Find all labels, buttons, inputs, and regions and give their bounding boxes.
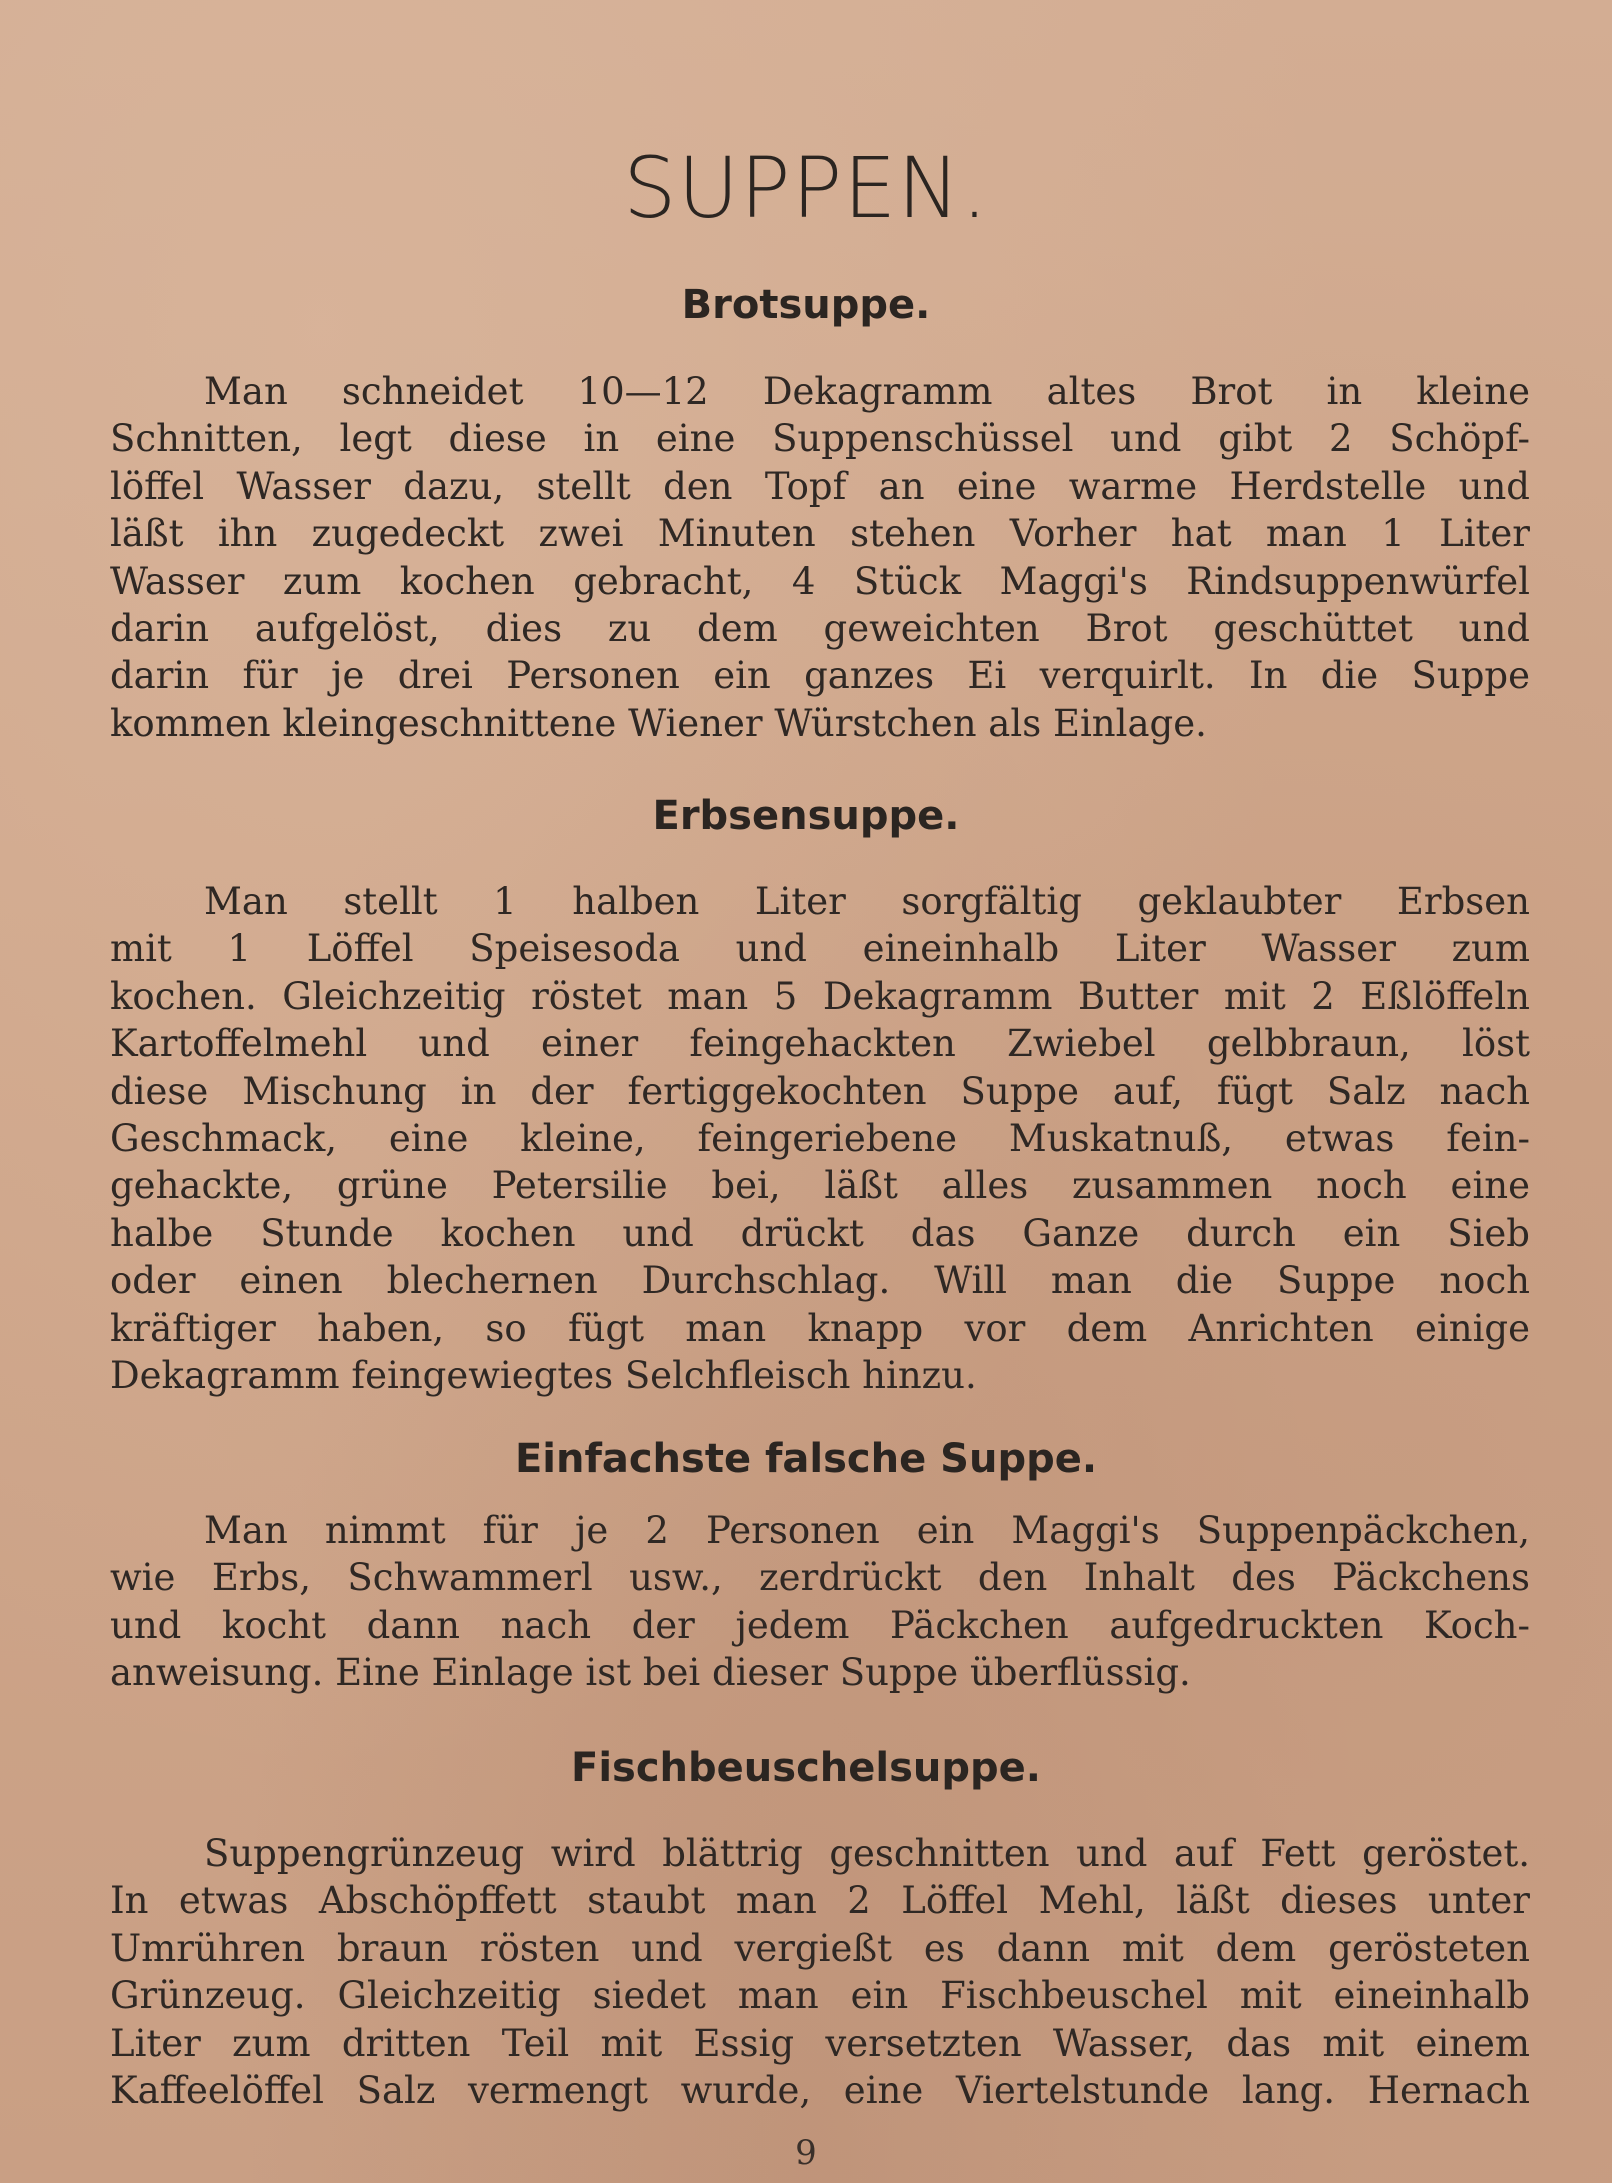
text-line: anweisung. Eine Einlage ist bei dieser Suppe überflüssig. (110, 1651, 1191, 1695)
text-line: In etwas Abschöpffett staubt man 2 Löffel Mehl, läßt dieses unter (110, 1879, 1530, 1923)
text-line: halbe Stunde kochen und drückt das Ganze durch ein Sieb (110, 1211, 1530, 1255)
text-line: Geschmack, eine kleine, feingeriebene Muskatnuß, etwas fein- (110, 1117, 1530, 1161)
text-line: oder einen blechernen Durchschlag. Will man die Suppe noch (110, 1259, 1530, 1303)
section-body-fischbeuschelsuppe (110, 1830, 1530, 2114)
text-line: gehackte, grüne Petersilie bei, läßt alles zusammen noch eine (110, 1164, 1530, 1208)
text-line: diese Mischung in der fertiggekochten Suppe auf, fügt Salz nach (110, 1069, 1530, 1113)
text-line: Man nimmt für je 2 Personen ein Maggi's Suppenpäckchen, (204, 1509, 1530, 1552)
text-line: Man schneidet 10—12 Dekagramm altes Brot in kleine (204, 370, 1530, 413)
text-line: löffel Wasser dazu, stellt den Topf an eine warme Herdstelle und (110, 464, 1530, 508)
text-line: Kartoffelmehl und einer feingehackten Zwiebel gelbbraun, löst (110, 1022, 1530, 1066)
text-line: Suppengrünzeug wird blättrig geschnitten und auf Fett geröstet. (204, 1832, 1530, 1875)
text-line: wie Erbs, Schwammerl usw., zerdrückt den Inhalt des Päckchens (110, 1556, 1530, 1600)
text-line: Wasser zum kochen gebracht, 4 Stück Maggi's Rindsuppenwürfel (110, 559, 1530, 603)
text-line: Liter zum dritten Teil mit Essig versetzten Wasser, das mit einem (110, 2021, 1530, 2065)
text-line: kochen. Gleichzeitig röstet man 5 Dekagramm Butter mit 2 Eßlöffeln (110, 974, 1530, 1018)
text-line: Dekagramm feingewiegtes Selchfleisch hinzu. (110, 1354, 977, 1398)
section-body-einfachste-falsche-suppe (110, 1507, 1530, 1697)
text-line: läßt ihn zugedeckt zwei Minuten stehen Vorher hat man 1 Liter (110, 512, 1530, 556)
page-title: SUPPEN. (623, 139, 989, 237)
text-line: mit 1 Löffel Speisesoda und eineinhalb Liter Wasser zum (110, 927, 1530, 971)
section-body-brotsuppe (110, 368, 1530, 747)
text-line: Schnitten, legt diese in eine Suppenschüssel und gibt 2 Schöpf- (110, 417, 1530, 461)
text-line: Man stellt 1 halben Liter sorgfältig geklaubter Erbsen (204, 880, 1530, 923)
text-line: darin für je drei Personen ein ganzes Ei verquirlt. In die Suppe (110, 654, 1530, 698)
section-heading-einfachste-falsche-suppe: Einfachste falsche Suppe. (514, 1436, 1098, 1482)
section-body-erbsensuppe (110, 878, 1530, 1399)
text-line: kommen kleingeschnittene Wiener Würstchen als Einlage. (110, 701, 1207, 745)
text-line: Kaffeelöffel Salz vermengt wurde, eine Viertelstunde lang. Hernach (110, 2069, 1530, 2113)
text-line: und kocht dann nach der jedem Päckchen aufgedruckten Koch- (110, 1603, 1530, 1647)
text-line: Grünzeug. Gleichzeitig siedet man ein Fischbeuschel mit eineinhalb (110, 1974, 1530, 2018)
section-heading-fischbeuschelsuppe: Fischbeuschelsuppe. (571, 1745, 1041, 1791)
page-number: 9 (795, 2133, 817, 2173)
text-line: darin aufgelöst, dies zu dem geweichten Brot geschüttet und (110, 607, 1530, 651)
section-heading-brotsuppe: Brotsuppe. (681, 282, 931, 328)
section-heading-erbsensuppe: Erbsensuppe. (652, 793, 960, 839)
text-line: kräftiger haben, so fügt man knapp vor dem Anrichten einige (110, 1306, 1530, 1350)
text-line: Umrühren braun rösten und vergießt es dann mit dem gerösteten (110, 1926, 1530, 1970)
